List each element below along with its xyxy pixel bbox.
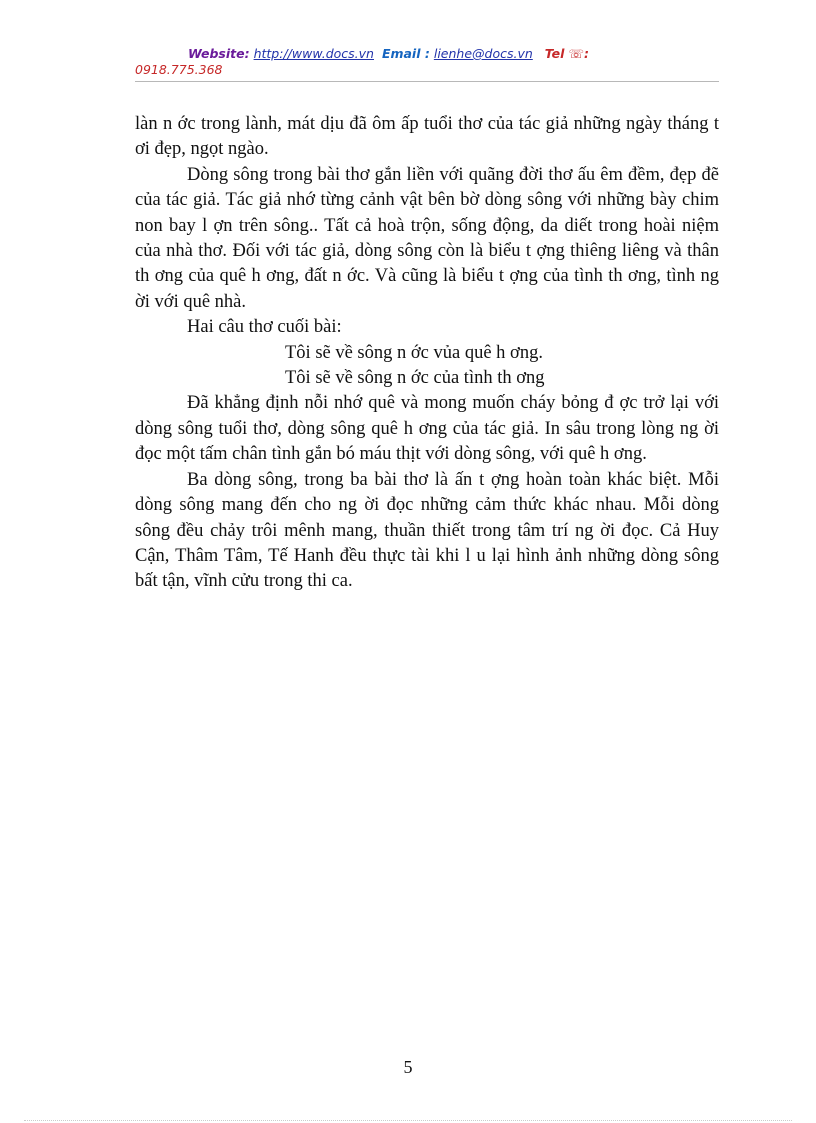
- paragraph: Dòng sông trong bài thơ gắn liền với quãng đời thơ ấu êm đềm, đẹp đẽ của tác giả. Tác giả nhớ từng cảnh vật bên bờ dòng sông với những bày chim non bay l ợn trên sông.. Tất cả hoà trộn, sống động, da diết trong hoài niệm của nhà thơ. Đối với tác giả, dòng sông còn là biểu t ợng thiêng liêng và thân th ơng của quê h ơng, đất n ớc. Và cũng là biểu t ợng của tình th ơng, tình ng ời với quê nhà.: [135, 164, 719, 312]
- footer-divider: [24, 1120, 792, 1121]
- paragraph: làn n ớc trong lành, mát dịu đã ôm ấp tuổi thơ của tác giả những ngày tháng t ơi đẹp, ngọt ngào.: [135, 114, 719, 160]
- email-link[interactable]: lienhe@docs.vn: [433, 46, 533, 61]
- poem-line: Tôi sẽ về sông n ớc vủa quê h ơng.: [285, 342, 543, 363]
- email-label: Email :: [381, 46, 430, 61]
- header-contact-line: [135, 46, 719, 62]
- paragraph: Ba dòng sông, trong ba bài thơ là ấn t ợng hoàn toàn khác biệt. Mỗi dòng sông mang đến cho ng ời đọc những cảm thức khác nhau. Mỗi dòng sông đều chảy trôi mênh mang, thuần thiết trong tâm trí ng ời đọc. Cả Huy Cận, Thâm Tâm, Tế Hanh đều thực tài khi l u lại hình ảnh những dòng sông bất tận, vĩnh cửu trong thi ca.: [135, 469, 719, 592]
- website-link[interactable]: http://www.docs.vn: [253, 46, 374, 61]
- paragraph: Đã khẳng định nỗi nhớ quê và mong muốn cháy bỏng đ ợc trở lại với dòng sông tuổi thơ, dòng sông quê h ơng của tác giả. In sâu trong lòng ng ời đọc một tấm chân tình gắn bó máu thịt với dòng sông, với quê h ơng.: [135, 393, 719, 465]
- tel-colon: :: [584, 46, 590, 61]
- phone-number: 0918.775.368: [135, 62, 223, 77]
- website-label: Website:: [188, 46, 250, 61]
- document-body: [135, 112, 719, 595]
- page-header: [135, 46, 719, 78]
- paragraph: Hai câu thơ cuối bài:: [187, 317, 342, 338]
- phone-icon: ☏: [568, 46, 585, 61]
- poem-line: Tôi sẽ về sông n ớc của tình th ơng: [285, 368, 545, 389]
- header-divider: [135, 81, 719, 82]
- tel-label: Tel: [544, 46, 565, 61]
- page-number: 5: [403, 1057, 413, 1077]
